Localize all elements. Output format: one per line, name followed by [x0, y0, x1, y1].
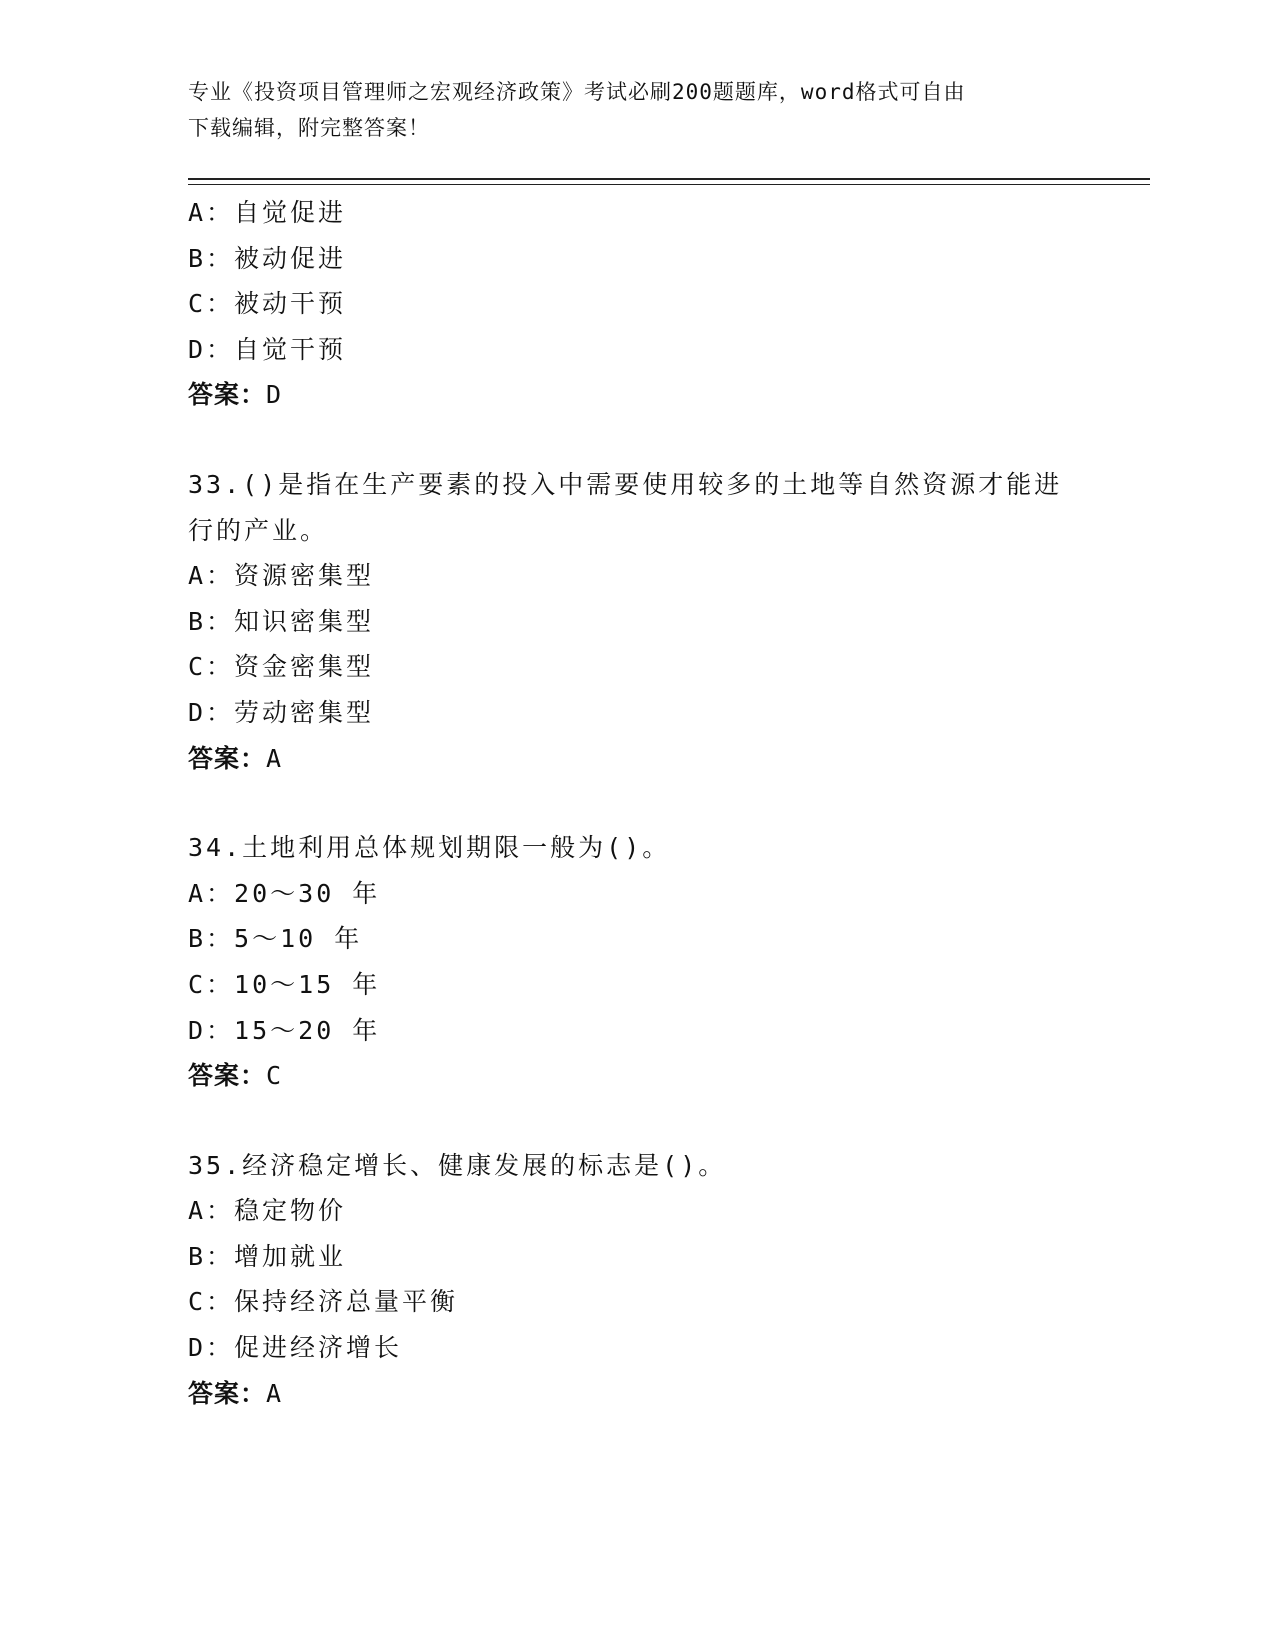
option-b: B：增加就业: [188, 1241, 347, 1271]
option-b: B：知识密集型: [188, 606, 375, 636]
answer-label: 答案：: [188, 1061, 267, 1091]
option-a: A：20～30 年: [188, 878, 381, 908]
question-33: [188, 462, 1088, 781]
option-b: B：被动促进: [188, 243, 347, 273]
answer-value: A: [266, 1378, 283, 1408]
option-d: D：劳动密集型: [188, 697, 375, 727]
option-d: D：促进经济增长: [188, 1333, 403, 1363]
option-c: C：被动干预: [188, 289, 347, 319]
answer-value: A: [266, 743, 283, 773]
header-line-2: 下载编辑，附完整答案！: [188, 116, 430, 140]
answer: [188, 1053, 1088, 1099]
answer-value: D: [266, 380, 283, 410]
option-c: C：资金密集型: [188, 652, 375, 682]
document-header: [188, 74, 1068, 146]
option-d: D：15～20 年: [188, 1015, 381, 1045]
answer-label: 答案：: [188, 1378, 267, 1408]
option-a: A：资源密集型: [188, 561, 375, 591]
header-divider-thin: [188, 184, 1150, 185]
header-divider: [188, 178, 1150, 180]
answer: [188, 1371, 1088, 1417]
answer: [188, 372, 1088, 418]
option-a: A：稳定物价: [188, 1196, 347, 1226]
question-34: [188, 825, 1088, 1099]
option-a: A：自觉促进: [188, 198, 347, 227]
question-35: [188, 1143, 1088, 1417]
option-c: C：10～15 年: [188, 969, 381, 999]
answer-label: 答案：: [188, 380, 267, 410]
answer-label: 答案：: [188, 743, 267, 773]
header-line-1: 专业《投资项目管理师之宏观经济政策》考试必刷200题题库，word格式可自由: [188, 80, 966, 104]
question-stem: 35.经济稳定增长、健康发展的标志是()。: [188, 1150, 727, 1180]
option-b: B：5～10 年: [188, 924, 363, 954]
question-stem: 33.()是指在生产要素的投入中需要使用较多的土地等自然资源才能进行的产业。: [188, 469, 1063, 545]
answer: [188, 736, 1088, 782]
question-32: [188, 190, 1088, 418]
answer-value: C: [266, 1061, 283, 1091]
question-list: [188, 190, 1088, 1416]
option-d: D：自觉干预: [188, 334, 347, 364]
option-c: C：保持经济总量平衡: [188, 1287, 459, 1317]
question-stem: 34.土地利用总体规划期限一般为()。: [188, 833, 671, 863]
